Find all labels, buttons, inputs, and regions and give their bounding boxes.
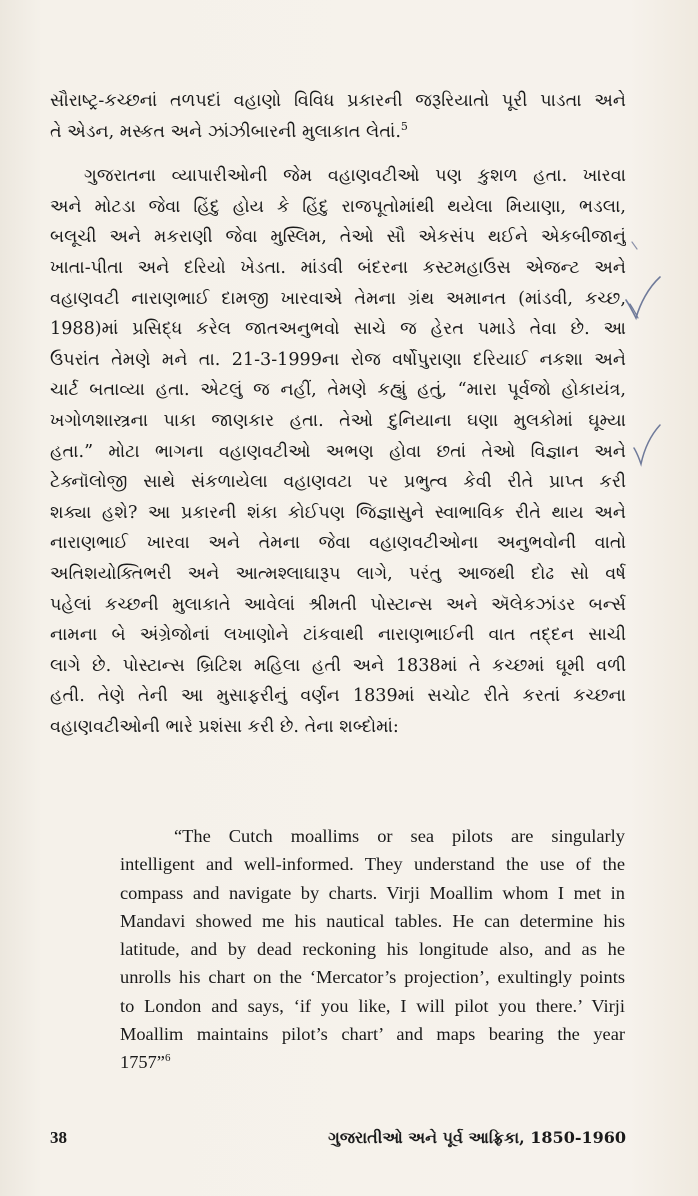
quote-line: to London and says, ‘if you like, I will pilot you there.’ Virji xyxy=(120,995,625,1016)
quote-line: compass and navigate by charts. Virji Moallim whom I met in xyxy=(120,882,625,903)
gujarati-text xyxy=(50,86,626,742)
footnote-ref: 5 xyxy=(400,119,408,133)
text-line: અતિશયોક્તિભરી અને આત્મશ્લાઘારૂપ લાગે, પરંતુ આજથી દોઢ સો વર્ષ xyxy=(50,563,626,584)
text-line: વહાણવટીઓની ભારે પ્રશંસા કરી છે. તેના શબ્દોમાં: xyxy=(50,716,399,737)
text-line: નામના બે અંગ્રેજોનાં લખાણોને ટાંકવાથી નારાણભાઈની વાત તદ્દન સાચી xyxy=(50,625,626,646)
text-line: પહેલાં કચ્છની મુલાકાતે આવેલાં શ્રીમતી પોસ્ટાન્સ અને ઍલેકઝાંડર બર્ન્સ xyxy=(50,594,626,615)
text-line: નારાણભાઈ ખારવા અને તેમના જેવા વહાણવટીઓના અનુભવોની વાતો xyxy=(50,533,626,554)
page-number: 38 xyxy=(50,1128,67,1147)
pencil-check-mark-icon xyxy=(630,422,664,468)
text-line: ઉપરાંત તેમણે મને તા. 21-3-1999ના રોજ વર્ષોપુરાણા દરિયાઈ નકશા અને xyxy=(50,349,626,370)
quote-line: “The Cutch moallims or sea pilots are singularly xyxy=(174,826,625,846)
text-line: બલૂચી અને મકરાણી જેવા મુસ્લિમ, તેઓ સૌ એકસંપ થઈને એકબીજાનું xyxy=(50,227,626,248)
text-line: ગુજરાતના વ્યાપારીઓની જેમ વહાણવટીઓ પણ કુશળ હતા. ખારવા xyxy=(84,166,626,187)
page-footer xyxy=(50,1128,626,1156)
block-quote xyxy=(120,822,625,1077)
text-line: વહાણવટી નારાણભાઈ દામજી ખારવાએ તેમના ગ્રંથ અમાનત (માંડવી, કચ્છ, xyxy=(50,288,626,309)
text-line: હતી. તેણે તેની આ મુસાફરીનું વર્ણન 1839માં સચોટ રીતે કરતાં કચ્છના xyxy=(50,686,626,707)
text-line: હતા.” મોટા ભાગના વહાણવટીઓ અભણ હોવા છતાં તેઓ વિજ્ઞાન અને xyxy=(50,441,626,462)
quote-line: intelligent and well-informed. They understand the use of the xyxy=(120,854,625,875)
text-line: સૌરાષ્ટ્ર-કચ્છનાં તળપદાં વહાણો વિવિધ પ્રકારની જરૂરિયાતો પૂરી પાડતા અને xyxy=(50,91,626,111)
text-line: ચાર્ટ બતાવ્યા હતા. એટલું જ નહીં, તેમણે કહ્યું હતું, “મારા પૂર્વજો હોકાયંત્ર, xyxy=(50,380,626,401)
text-line: 1988)માં પ્રસિદ્ધ કરેલ જાતઅનુભવો સાચે જ હેરત પમાડે તેવા છે. આ xyxy=(50,319,626,340)
quote-line: unrolls his chart on the ‘Mercator’s projection’, exultingly points xyxy=(120,967,625,988)
pencil-tick-icon xyxy=(630,240,640,252)
text-line: શક્યા હશે? આ પ્રકારની શંકા કોઈપણ જિજ્ઞાસુને સ્વાભાવિક રીતે થાય અને xyxy=(50,502,626,523)
quote-line: Moallim maintains pilot’s chart’ and maps bearing the year xyxy=(120,1024,625,1045)
text-line: લાગે છે. પોસ્ટાન્સ બ્રિટિશ મહિલા હતી અને 1838માં તે કચ્છમાં ઘૂમી વળી xyxy=(50,655,626,676)
quote-line: latitude, and by dead reckoning his longitude also, and as he xyxy=(120,939,625,960)
text-line: તે એડન, મસ્કત અને ઝાંઝીબારની મુલાકાત લેતાં.$^5$ xyxy=(50,119,408,142)
text-line: અને મોટડા જેવા હિંદુ હોય કે હિંદુ રાજપૂતોમાંથી થયેલા મિયાણા, ભડલા, xyxy=(50,196,626,217)
quote-line: 1757”$^6$ xyxy=(120,1052,171,1073)
quote-line: Mandavi showed me his nautical tables. He can determine his xyxy=(120,910,625,931)
text-line: ખગોળશાસ્ત્રના પાકા જાણકાર હતા. તેઓ દુનિયાના ઘણા મુલકોમાં ઘૂમ્યા xyxy=(50,410,626,431)
text-line: ટેક્નૉલોજી સાથે સંકળાયેલા વહાણવટા પર પ્રભુત્વ કેવી રીતે પ્રાપ્ત કરી xyxy=(50,472,626,493)
text-line: ખાતા-પીતા અને દરિયો ખેડતા. માંડવી બંદરના કસ્ટમહાઉસ એજન્ટ અને xyxy=(50,257,626,278)
pencil-check-mark-icon xyxy=(622,274,664,324)
footnote-ref: 6 xyxy=(164,1052,171,1065)
running-head: ગુજરાતીઓ અને પૂર્વ આફ્રિકા, 1850-1960 xyxy=(328,1128,626,1147)
